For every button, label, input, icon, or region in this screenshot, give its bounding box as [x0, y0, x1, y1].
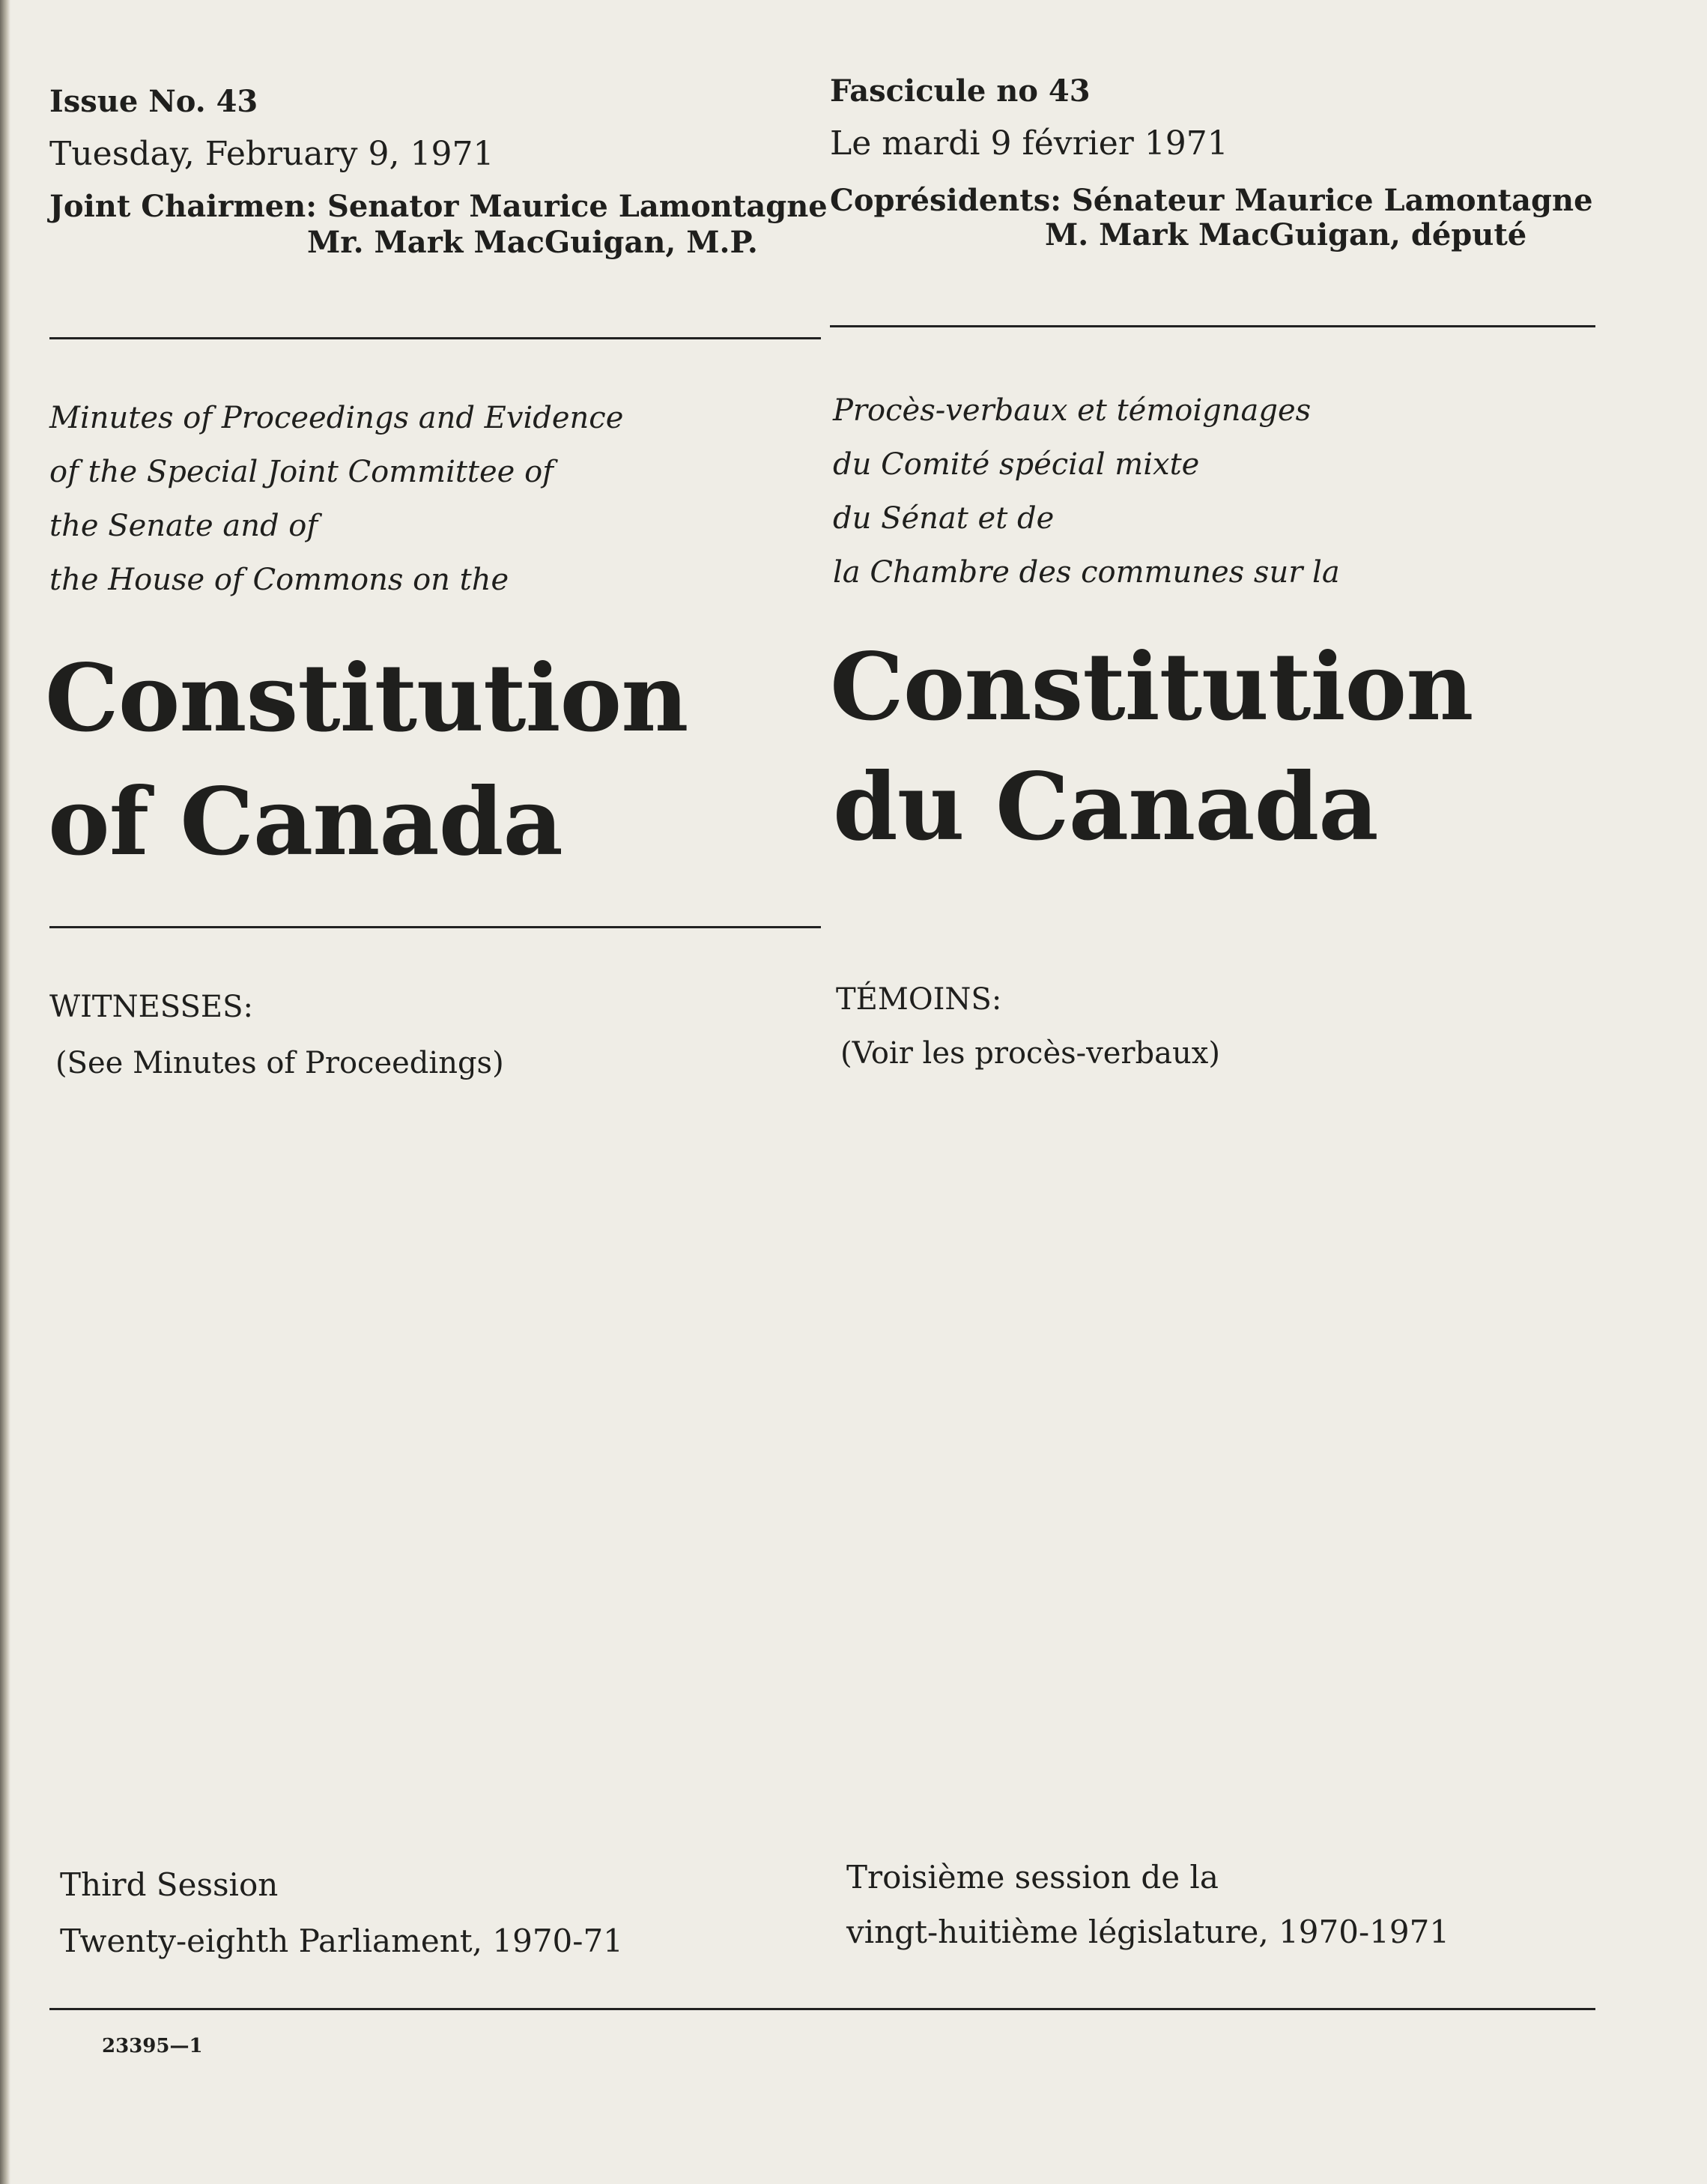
minutes-line: the Senate and of [49, 509, 318, 543]
temoins-label: TÉMOINS: [836, 982, 1002, 1017]
minutes-line: du Comité spécial mixte [833, 447, 1200, 482]
legislature-fr: vingt-huitième législature, 1970-1971 [846, 1914, 1450, 1950]
minutes-line: the House of Commons on the [49, 563, 509, 597]
session-fr: Troisième session de la [846, 1859, 1219, 1896]
page-binding-edge [0, 0, 10, 2184]
issue-date: Tuesday, February 9, 1971 [49, 135, 494, 173]
titre-ligne-1: Constitution [830, 633, 1473, 742]
header-rule-right [830, 325, 1595, 327]
proces-verbaux-heading [833, 384, 1582, 599]
minutes-line: Procès-verbaux et témoignages [833, 393, 1312, 428]
minutes-line: of the Special Joint Committee of [49, 455, 554, 489]
title-rule-left [49, 926, 821, 928]
title-line-1: Constitution [45, 644, 688, 753]
fascicule-number: Fascicule no 43 [830, 73, 1091, 109]
witnesses-note: (See Minutes of Proceedings) [55, 1046, 504, 1080]
print-number: 23395—1 [102, 2035, 203, 2057]
minutes-line: la Chambre des communes sur la [833, 555, 1340, 590]
header-rule-left [49, 337, 821, 339]
minutes-heading [49, 391, 798, 607]
issue-number: Issue No. 43 [49, 84, 258, 119]
title-line-2: of Canada [48, 768, 563, 877]
joint-chairmen: Joint Chairmen: Senator Maurice Lamontagne [49, 189, 828, 224]
minutes-line: Minutes of Proceedings and Evidence [49, 401, 624, 435]
session-number: Third Session [60, 1866, 279, 1903]
copresidents-second: M. Mark MacGuigan, député [1045, 217, 1527, 252]
temoins-note: (Voir les procès-verbaux) [840, 1036, 1220, 1071]
fascicule-date: Le mardi 9 février 1971 [830, 124, 1228, 163]
witnesses-label: WITNESSES: [49, 990, 253, 1024]
parliament: Twenty-eighth Parliament, 1970-71 [60, 1923, 623, 1959]
minutes-line: du Sénat et de [833, 501, 1055, 536]
titre-ligne-2: du Canada [833, 753, 1378, 862]
footer-rule [49, 2008, 1595, 2010]
copresidents: Coprésidents: Sénateur Maurice Lamontagne [830, 183, 1593, 218]
joint-chairmen-second: Mr. Mark MacGuigan, M.P. [307, 225, 758, 260]
